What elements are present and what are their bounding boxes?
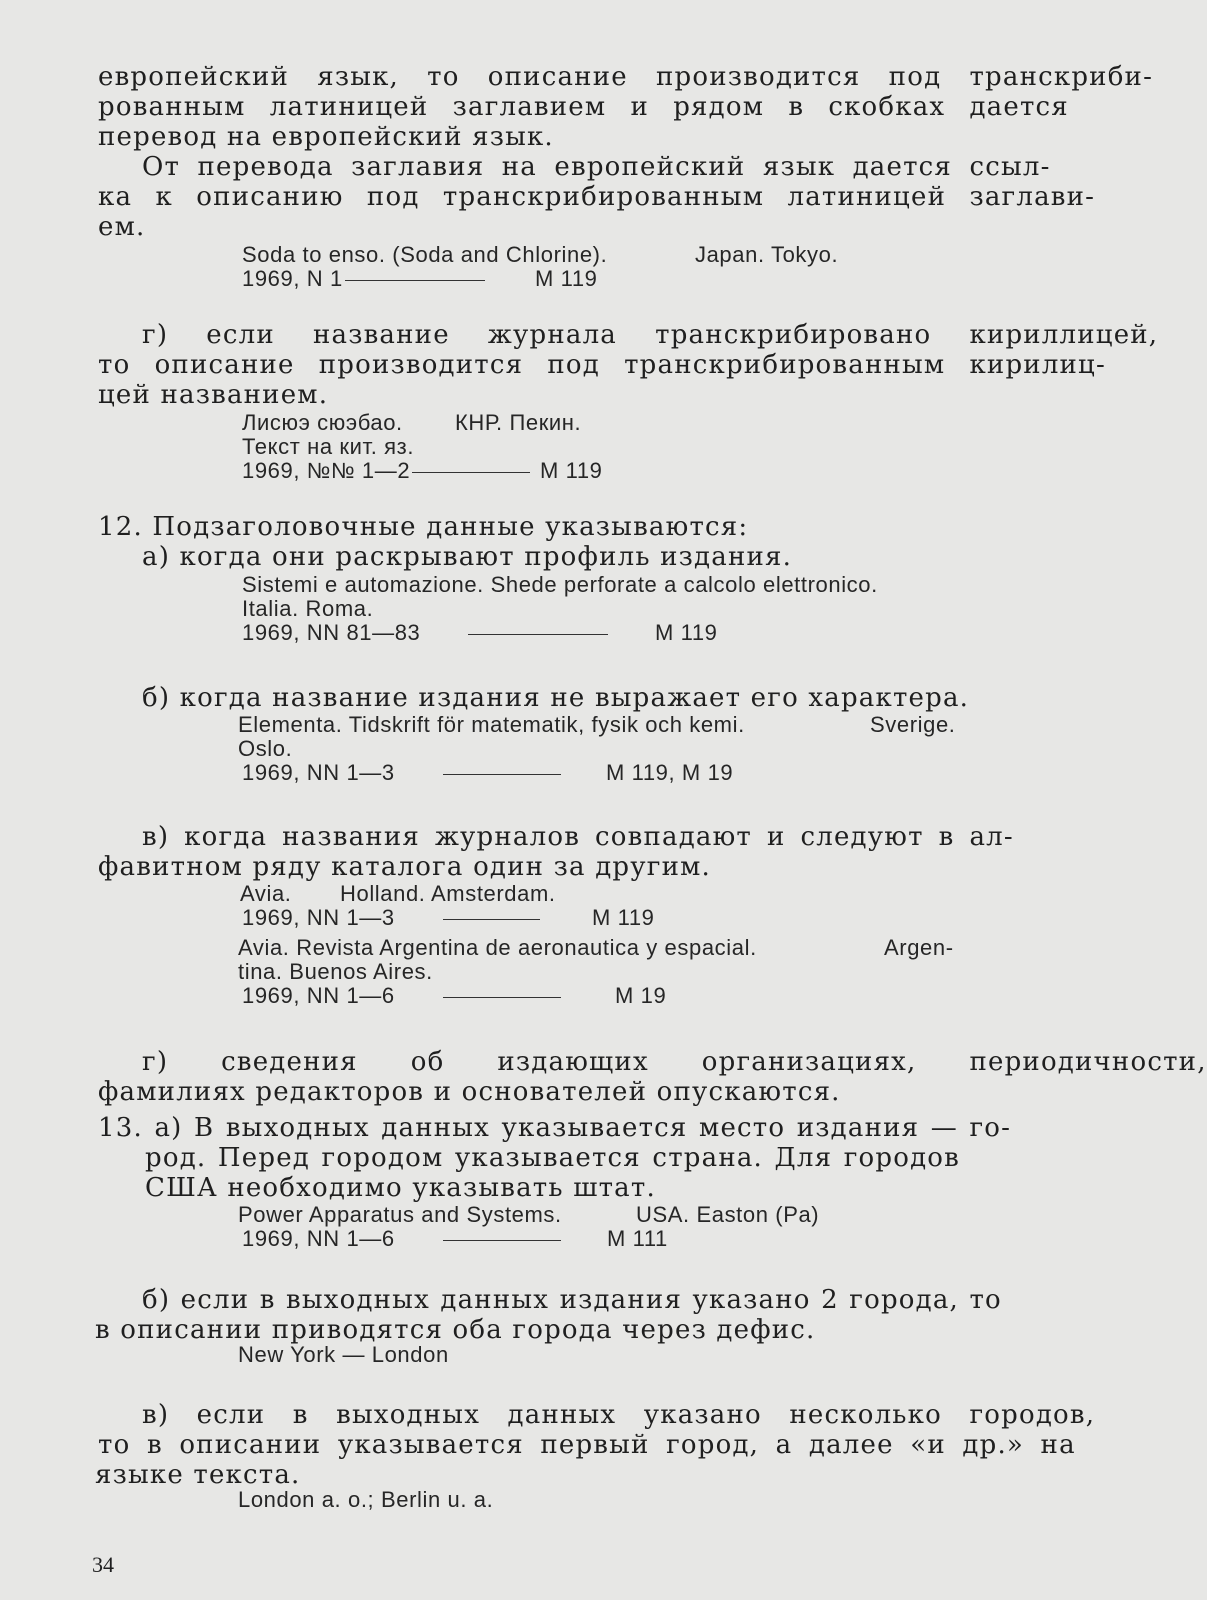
page-number: 34: [92, 1552, 114, 1577]
example-code: М 119: [540, 458, 603, 483]
dash-rule: [443, 997, 561, 998]
text-line: в) когда названия журналов совпадают и следуют в ал-: [142, 822, 1014, 852]
text-line: в) если в выходных данных указано несколько городов,: [142, 1400, 1096, 1430]
example-title: Лисюэ сюэбао.: [242, 410, 403, 435]
text-line: цей названием.: [98, 380, 329, 410]
example-years: 1969, NN 1—3: [242, 905, 395, 930]
example-place: tina. Buenos Aires.: [238, 959, 433, 984]
text-line: европейский язык, то описание производится под транскриби-: [98, 62, 1154, 92]
example-code: M 119, M 19: [606, 760, 734, 785]
section-heading: 12. Подзаголовочные данные указываются:: [98, 512, 749, 542]
example-code: M 111: [607, 1226, 668, 1251]
example-title: Power Apparatus and Systems.: [238, 1202, 562, 1227]
example-code: M 119: [655, 620, 718, 645]
example-note: Текст на кит. яз.: [242, 434, 415, 459]
dash-rule: [468, 634, 608, 635]
example-cities: London a. o.; Berlin u. a.: [238, 1487, 494, 1512]
example-cities: New York — London: [238, 1342, 449, 1367]
text-line: США необходимо указывать штат.: [145, 1173, 656, 1203]
dash-rule: [443, 1240, 561, 1241]
text-line: От перевода заглавия на европейский язык дается ссыл-: [142, 152, 1051, 182]
text-line: языке текста.: [95, 1460, 301, 1490]
example-code: M 119: [535, 266, 598, 291]
dash-rule: [345, 280, 485, 281]
example-years: 1969, №№ 1—2: [242, 458, 411, 483]
text-line: а) когда они раскрывают профиль издания.: [142, 542, 793, 572]
example-title: Elementa. Tidskrift för matematik, fysik och kemi.: [238, 712, 745, 737]
example-place: Japan. Tokyo.: [695, 242, 839, 267]
text-line: то в описании указывается первый город, а далее «и др.» на: [98, 1430, 1076, 1460]
example-title: Avia. Revista Argentina de aeronautica y espacial.: [238, 935, 757, 960]
text-line: фамилиях редакторов и основателей опускаются.: [98, 1077, 841, 1107]
text-line: в описании приводятся оба города через дефис.: [95, 1315, 816, 1345]
example-country: Sverige.: [870, 712, 956, 737]
example-title: Avia.: [240, 881, 292, 906]
example-years: 1969, N 1: [242, 266, 343, 291]
example-city: Oslo.: [238, 736, 293, 761]
example-title: Sistemi e automazione. Shede perforate a calcolo elettronico.: [242, 572, 878, 597]
example-place: USA. Easton (Pa): [636, 1202, 820, 1227]
dash-rule: [412, 472, 530, 473]
example-title: Soda to enso. (Soda and Chlorine).: [242, 242, 608, 267]
example-years: 1969, NN 81—83: [242, 620, 421, 645]
example-country: Argen-: [884, 935, 954, 960]
text-line: б) если в выходных данных издания указано 2 города, то: [142, 1285, 1002, 1315]
text-line: то описание производится под транскрибированным кирилиц-: [98, 350, 1106, 380]
example-place: Italia. Roma.: [242, 596, 374, 621]
text-line: ем.: [98, 212, 146, 242]
example-years: 1969, NN 1—6: [242, 983, 395, 1008]
text-line: перевод на европейский язык.: [98, 122, 554, 152]
example-place: КНР. Пекин.: [455, 410, 582, 435]
example-place: Holland. Amsterdam.: [340, 881, 556, 906]
dash-rule: [443, 919, 540, 920]
section-heading: 13. а) В выходных данных указывается место издания — го-: [98, 1113, 1012, 1143]
text-line: ка к описанию под транскрибированным латиницей заглави-: [98, 182, 1096, 212]
text-line: род. Перед городом указывается страна. Для городов: [145, 1143, 960, 1173]
example-code: M 19: [615, 983, 667, 1008]
example-years: 1969, NN 1—6: [242, 1226, 395, 1251]
text-line: б) когда название издания не выражает его характера.: [142, 683, 970, 713]
text-line: фавитном ряду каталога один за другим.: [98, 852, 712, 882]
text-line: г) если название журнала транскрибировано кириллицей,: [142, 320, 1159, 350]
example-years: 1969, NN 1—3: [242, 760, 395, 785]
text-line: рованным латиницей заглавием и рядом в скобках дается: [98, 92, 1069, 122]
example-code: M 119: [592, 905, 655, 930]
dash-rule: [443, 774, 561, 775]
text-line: г) сведения об издающих организациях, периодичности,: [142, 1047, 1207, 1077]
